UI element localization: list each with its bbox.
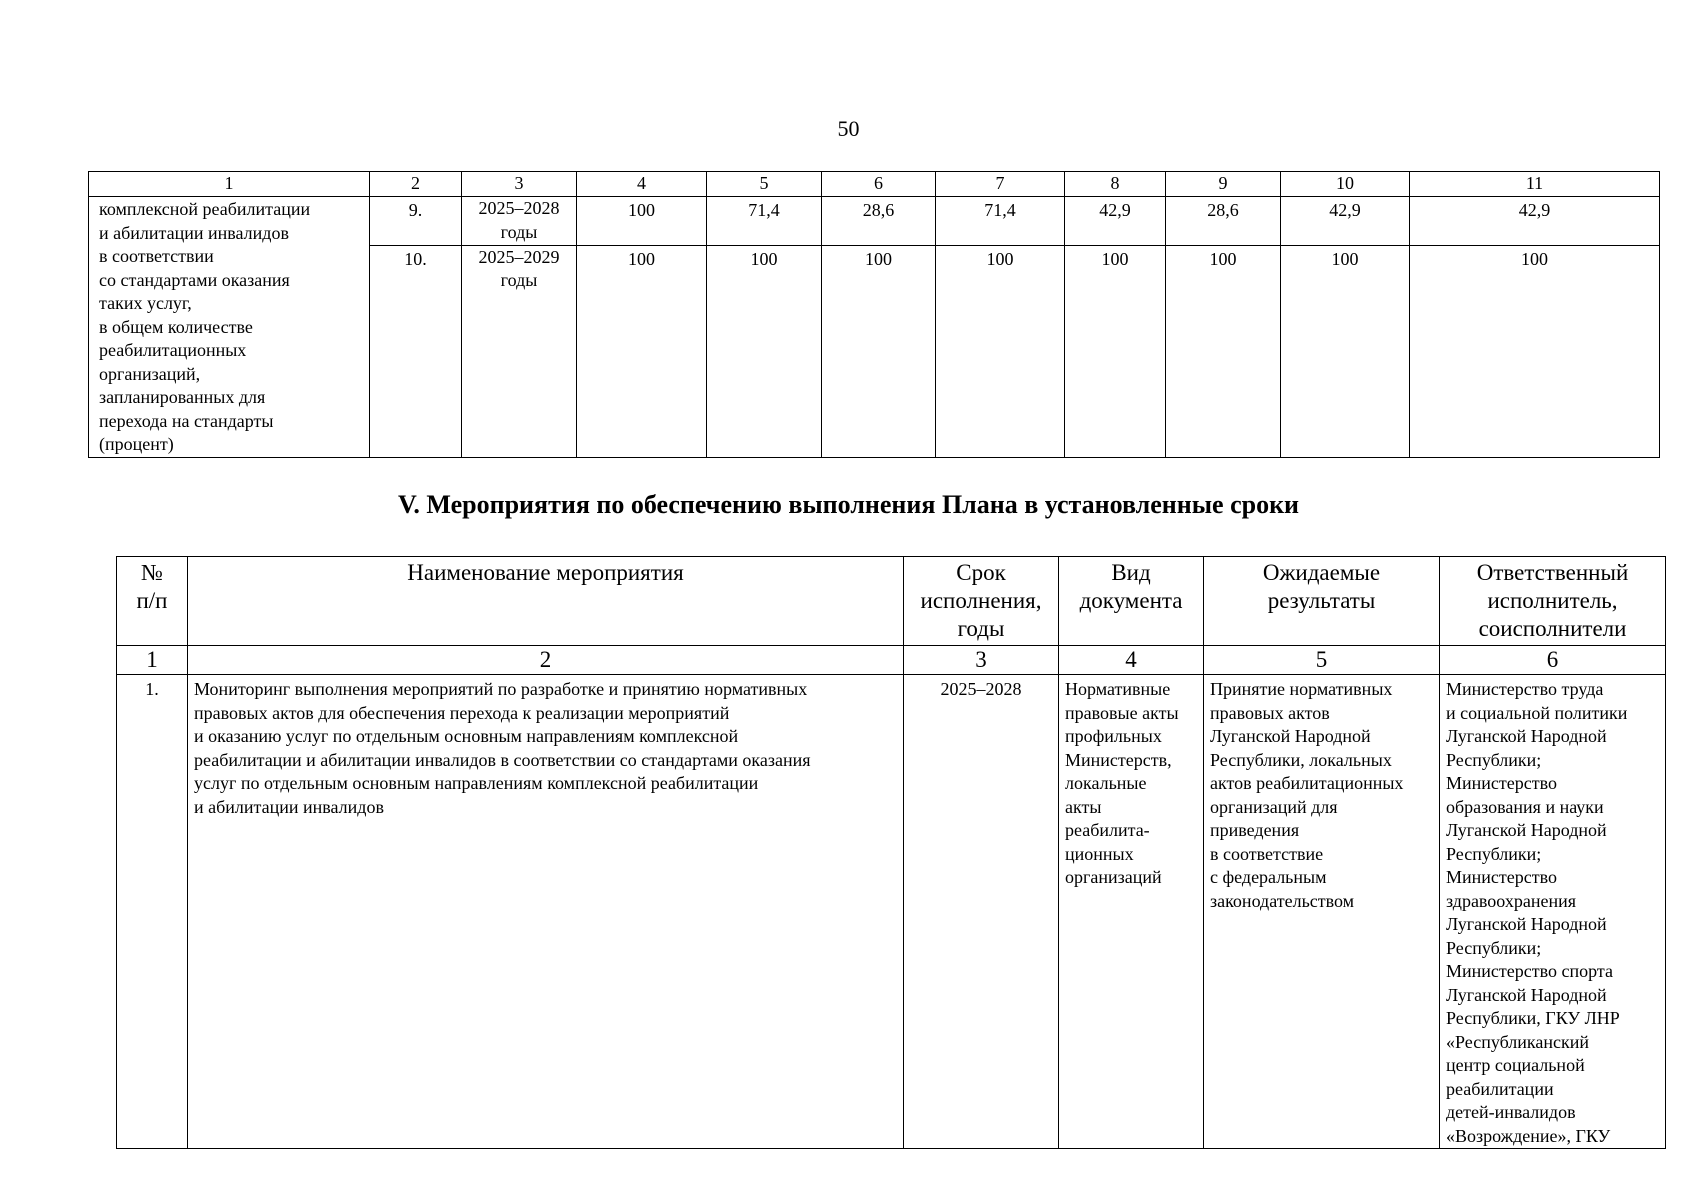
column-number: 7 <box>936 172 1065 197</box>
column-number: 10 <box>1281 172 1410 197</box>
column-number: 2 <box>188 646 904 675</box>
indicators-header-row <box>89 172 1660 197</box>
measure-number: 1. <box>117 675 188 1149</box>
header-period: Срок исполнения, годы <box>904 557 1059 646</box>
value-cell: 100 <box>1281 245 1410 457</box>
row-period: 2025–2028 годы <box>462 197 577 246</box>
value-cell: 28,6 <box>1166 197 1281 246</box>
indicators-table <box>88 171 1660 458</box>
measures-column-numbers-row <box>117 646 1666 675</box>
column-number: 1 <box>89 172 370 197</box>
column-number: 5 <box>1204 646 1440 675</box>
row-period: 2025–2029 годы <box>462 245 577 457</box>
column-number: 6 <box>822 172 936 197</box>
measures-table <box>116 556 1666 1149</box>
value-cell: 100 <box>577 245 707 457</box>
value-cell: 100 <box>1166 245 1281 457</box>
measures-header-row <box>117 557 1666 646</box>
header-document-type: Вид документа <box>1059 557 1204 646</box>
table-row <box>89 197 1660 246</box>
value-cell: 100 <box>1065 245 1166 457</box>
value-cell: 100 <box>1410 245 1660 457</box>
measure-period: 2025–2028 <box>904 675 1059 1149</box>
value-cell: 71,4 <box>936 197 1065 246</box>
value-cell: 42,9 <box>1281 197 1410 246</box>
column-number: 4 <box>1059 646 1204 675</box>
column-number: 2 <box>370 172 462 197</box>
column-number: 1 <box>117 646 188 675</box>
value-cell: 42,9 <box>1065 197 1166 246</box>
indicator-name: комплексной реабилитации и абилитации инвалидов в соответствии со стандартами оказания таких услуг, в общем количестве реабилитационных организаций, запланированных для перехода на стандарты (процент) <box>89 197 370 458</box>
header-measure-name: Наименование мероприятия <box>188 557 904 646</box>
column-number: 8 <box>1065 172 1166 197</box>
value-cell: 100 <box>707 245 822 457</box>
value-cell: 100 <box>577 197 707 246</box>
value-cell: 42,9 <box>1410 197 1660 246</box>
value-cell: 100 <box>936 245 1065 457</box>
page-number: 50 <box>837 116 860 141</box>
measure-expected-results: Принятие нормативных правовых актов Луганской Народной Республики, локальных актов реабилитационных организаций для приведения в соответствие с федеральным законодательством <box>1204 675 1440 1149</box>
column-number: 9 <box>1166 172 1281 197</box>
measure-document-type: Нормативные правовые акты профильных Министерств, локальные акты реабилита- ционных организаций <box>1059 675 1204 1149</box>
header-expected-results: Ожидаемые результаты <box>1204 557 1440 646</box>
column-number: 6 <box>1440 646 1666 675</box>
column-number: 3 <box>462 172 577 197</box>
table-row <box>117 675 1666 1149</box>
column-number: 11 <box>1410 172 1660 197</box>
measure-responsible: Министерство труда и социальной политики Луганской Народной Республики; Министерство образования и науки Луганской Народной Республики; Министерство здравоохранения Луганской Народной Республики; Министерство спорта Луганской Народной Республики, ГКУ ЛНР «Республиканский центр социальной реабилитации детей-инвалидов «Возрождение», ГКУ <box>1440 675 1666 1149</box>
value-cell: 100 <box>822 245 936 457</box>
column-number: 5 <box>707 172 822 197</box>
header-responsible: Ответственный исполнитель, соисполнители <box>1440 557 1666 646</box>
value-cell: 28,6 <box>822 197 936 246</box>
column-number: 3 <box>904 646 1059 675</box>
measure-name: Мониторинг выполнения мероприятий по разработке и принятию нормативных правовых актов для обеспечения перехода к реализации мероприятий и оказанию услуг по отдельным основным направлениям комплексной реабилитации и абилитации инвалидов в соответствии со стандартами оказания услуг по отдельным основным направлениям комплексной реабилитации и абилитации инвалидов <box>188 675 904 1149</box>
row-number: 9. <box>370 197 462 246</box>
value-cell: 71,4 <box>707 197 822 246</box>
column-number: 4 <box>577 172 707 197</box>
section-title: V. Мероприятия по обеспечению выполнения Плана в установленные сроки <box>397 490 1300 519</box>
header-number: № п/п <box>117 557 188 646</box>
row-number: 10. <box>370 245 462 457</box>
